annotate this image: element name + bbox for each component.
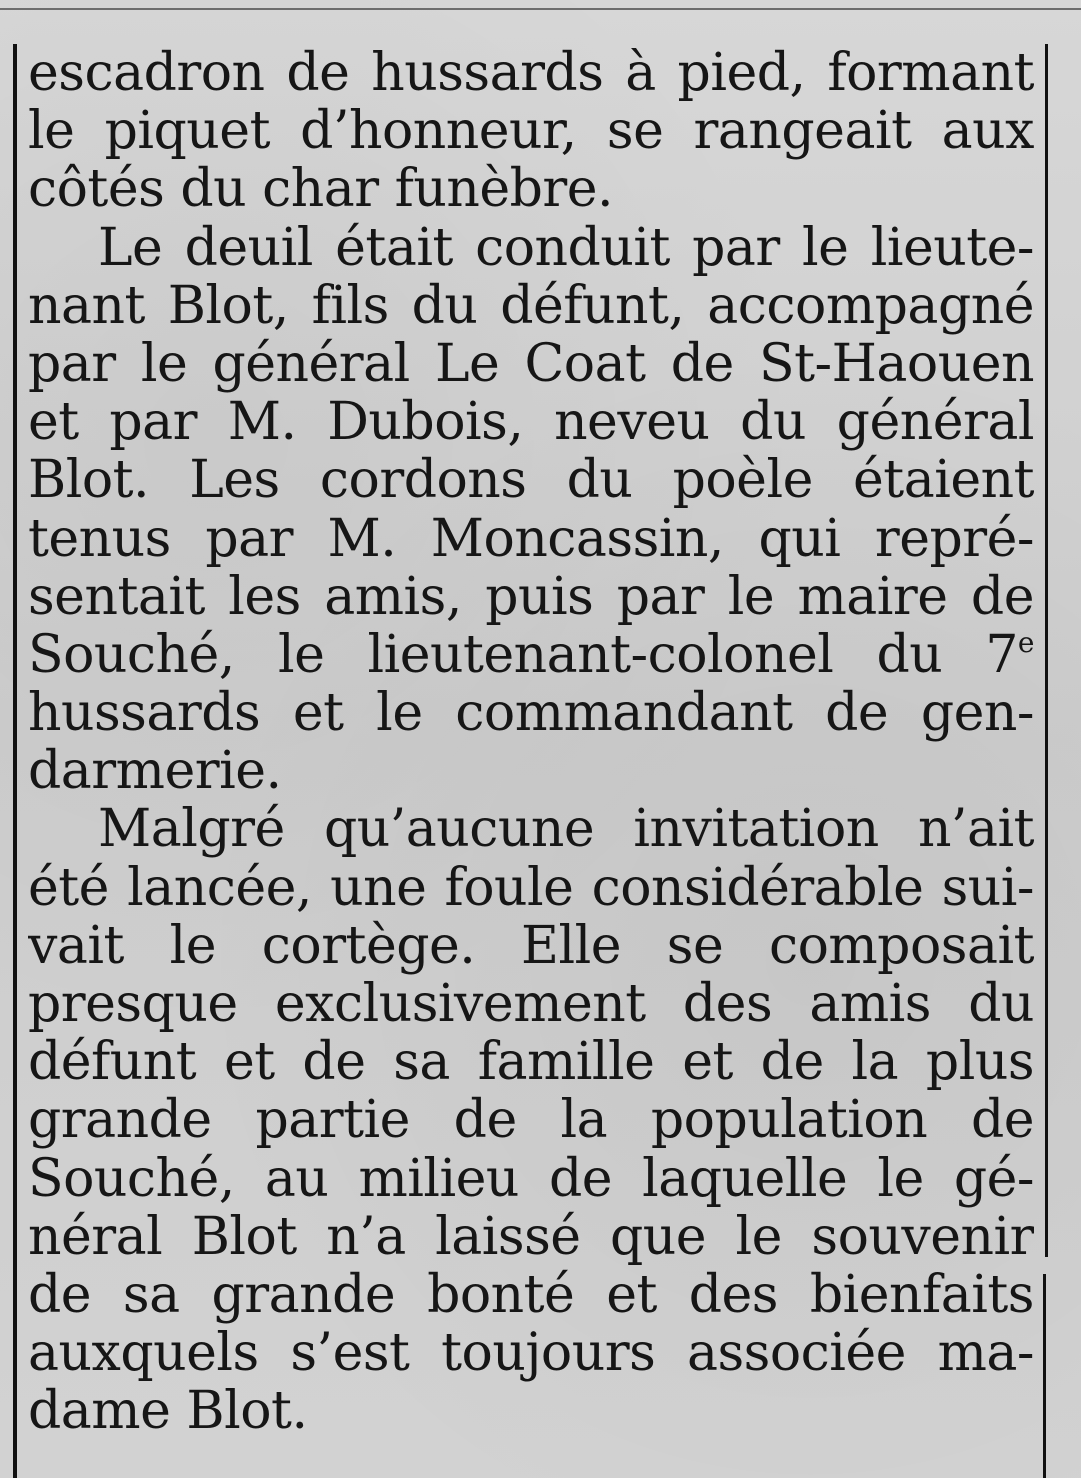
text-line: de sa grande bonté et des bienfaits bbox=[28, 1265, 1034, 1325]
text-line: tenus par M. Moncassin, qui repré- bbox=[28, 509, 1034, 568]
text-line-with-superscript bbox=[28, 626, 1034, 684]
left-column-rule bbox=[13, 44, 17, 1478]
top-border-rule bbox=[0, 0, 1081, 10]
text-line: grande partie de la population de bbox=[28, 1091, 1034, 1150]
paragraph-start-line: Malgré qu’aucune invitation n’ait bbox=[98, 800, 1034, 859]
right-column-rule-upper bbox=[1045, 44, 1048, 1257]
article-column bbox=[28, 44, 1034, 1441]
paragraph-start-line: Le deuil était conduit par le lieute- bbox=[98, 218, 1034, 277]
text-line: par le général Le Coat de St-Haouen bbox=[28, 334, 1034, 394]
text-line: presque exclusivement des amis du bbox=[28, 975, 1034, 1034]
text-line: nant Blot, fils du défunt, accompagné bbox=[28, 276, 1034, 335]
text-line: Souché, au milieu de laquelle le gé- bbox=[28, 1149, 1034, 1208]
text-line: darmerie. bbox=[28, 742, 282, 801]
text-line: Blot. Les cordons du poèle étaient bbox=[28, 451, 1034, 510]
text-line: auxquels s’est toujours associée ma- bbox=[28, 1324, 1034, 1383]
text-line: néral Blot n’a laissé que le souvenir bbox=[28, 1207, 1034, 1266]
text-line: escadron de hussards à pied, formant bbox=[28, 44, 1034, 103]
text-line: sentait les amis, puis par le maire de bbox=[28, 567, 1034, 626]
text-line: et par M. Dubois, neveu du général bbox=[28, 393, 1034, 452]
text-line: hussards et le commandant de gen- bbox=[28, 684, 1034, 743]
text-line: défunt et de sa famille et de la plus bbox=[28, 1033, 1034, 1092]
text-line: le piquet d’honneur, se rangeait aux bbox=[28, 102, 1034, 161]
right-column-rule-lower bbox=[1043, 1274, 1046, 1478]
text-line: vait le cortège. Elle se composait bbox=[28, 916, 1034, 975]
text-line-content: Souché, le lieutenant-colonel du 7 bbox=[28, 625, 1018, 685]
text-line: côtés du char funèbre. bbox=[28, 160, 614, 219]
text-line: été lancée, une foule considérable sui- bbox=[28, 858, 1034, 917]
text-line: dame Blot. bbox=[28, 1382, 308, 1441]
superscript-ordinal: e bbox=[1017, 625, 1034, 659]
